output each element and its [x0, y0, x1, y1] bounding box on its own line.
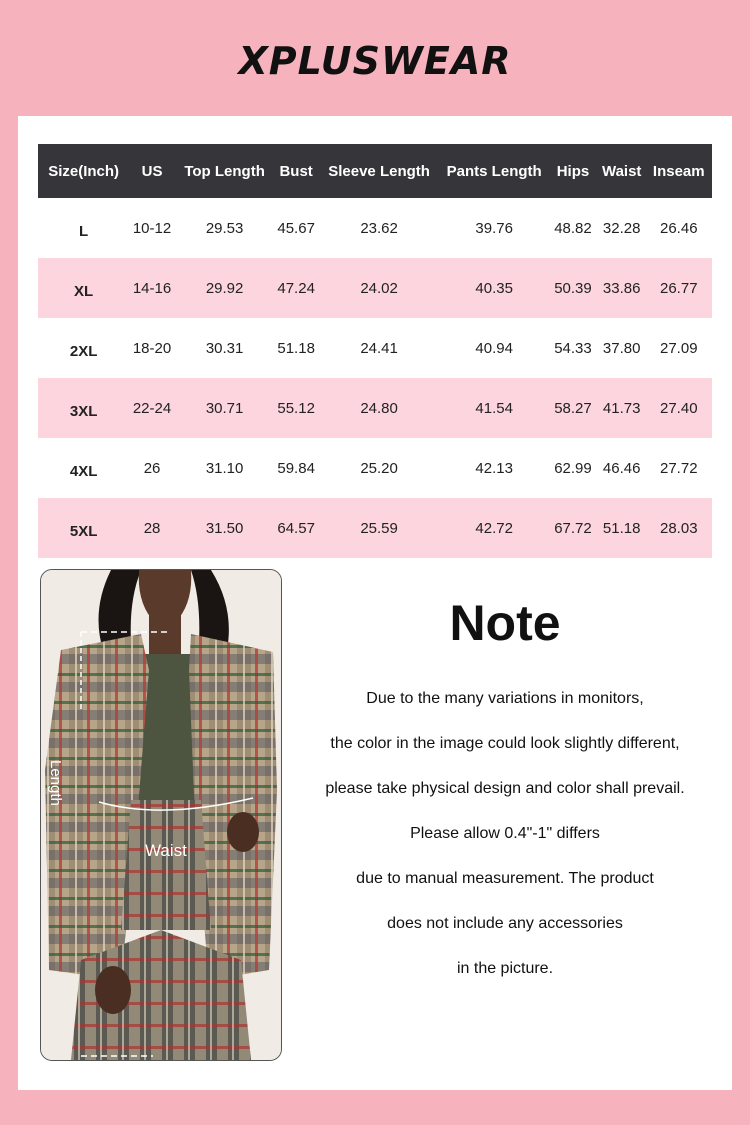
us-cell: 22-24	[129, 378, 175, 438]
table-header-row	[38, 144, 712, 198]
size-cell: 3XL	[38, 378, 129, 438]
sleeve-length-cell: 25.59	[318, 498, 440, 558]
hips-cell: 50.39	[548, 258, 598, 318]
us-cell: 10-12	[132, 219, 172, 237]
sleeve-length-cell: 25.20	[360, 459, 398, 477]
sleeve-length-cell: 23.62	[360, 219, 398, 237]
waist-label: Waist	[145, 841, 187, 860]
inseam-cell: 28.03	[646, 498, 712, 558]
us-cell: 26	[143, 459, 161, 477]
size-cell: 2XL	[69, 342, 98, 360]
bust-cell: 51.18	[277, 339, 315, 357]
table-row	[38, 258, 712, 318]
sleeve-length-cell: 24.02	[318, 258, 440, 318]
waist-cell: 41.73	[598, 378, 646, 438]
bust-cell: 47.24	[274, 258, 318, 318]
top-length-cell: 30.71	[175, 378, 275, 438]
note-line: Please allow 0.4"-1" differs	[410, 825, 600, 842]
hips-cell: 54.33	[554, 339, 592, 357]
us-cell: 14-16	[129, 258, 175, 318]
pants-length-cell: 41.54	[440, 378, 548, 438]
table-row	[38, 498, 712, 558]
waist-cell: 46.46	[602, 459, 641, 477]
header-sleeve-length: Sleeve Length	[318, 144, 440, 198]
hips-cell: 48.82	[554, 219, 592, 237]
hips-cell: 67.72	[548, 498, 598, 558]
bust-cell: 55.12	[274, 378, 318, 438]
size-table	[38, 144, 712, 558]
header-top-length: Top Length	[175, 144, 275, 198]
inseam-cell: 27.72	[660, 459, 698, 477]
header-pants-length: Pants Length	[440, 144, 548, 198]
note-title: Note	[449, 595, 561, 651]
top-length-cell: 30.31	[205, 339, 244, 357]
pants-length-cell: 40.94	[475, 339, 513, 357]
note-line: due to manual measurement. The product	[356, 870, 654, 887]
header-hips: Hips	[548, 144, 598, 198]
length-label: Length	[47, 760, 64, 806]
size-cell: L	[79, 222, 89, 240]
us-cell: 28	[129, 498, 175, 558]
size-cell: 4XL	[69, 462, 98, 480]
note-line: Due to the many variations in monitors,	[366, 690, 644, 707]
hips-cell: 58.27	[548, 378, 598, 438]
inseam-cell: 26.46	[660, 219, 698, 237]
waist-cell: 51.18	[598, 498, 646, 558]
brand-logo	[0, 36, 750, 86]
sleeve-length-cell: 24.41	[360, 339, 398, 357]
table-row	[38, 198, 712, 258]
note-line: the color in the image could look slightly different,	[330, 735, 680, 752]
pants-length-cell: 40.35	[440, 258, 548, 318]
table-row	[38, 378, 712, 438]
inseam-cell: 26.77	[646, 258, 712, 318]
bust-cell: 59.84	[277, 459, 315, 477]
note-line: does not include any accessories	[387, 915, 623, 932]
header-us: US	[129, 144, 175, 198]
size-cell: XL	[38, 258, 129, 318]
note-section	[288, 594, 722, 991]
top-length-cell: 31.10	[205, 459, 244, 477]
bust-cell: 45.67	[277, 219, 315, 237]
header-bust: Bust	[274, 144, 318, 198]
header-inseam: Inseam	[646, 144, 712, 198]
bust-cell: 64.57	[274, 498, 318, 558]
hips-cell: 62.99	[554, 459, 592, 477]
us-cell: 18-20	[132, 339, 172, 357]
model-illustration	[41, 570, 281, 1060]
table-row	[38, 438, 712, 498]
header-waist: Waist	[598, 144, 646, 198]
top-length-cell: 29.53	[205, 219, 244, 237]
top-length-cell: 31.50	[175, 498, 275, 558]
pants-length-cell: 42.13	[475, 459, 513, 477]
top-length-cell: 29.92	[175, 258, 275, 318]
waist-cell: 37.80	[602, 339, 641, 357]
size-cell: 5XL	[38, 498, 129, 558]
waist-cell: 32.28	[602, 219, 641, 237]
pants-length-cell: 39.76	[475, 219, 513, 237]
inseam-cell: 27.40	[646, 378, 712, 438]
inseam-cell: 27.09	[660, 339, 698, 357]
note-line: please take physical design and color shall prevail.	[325, 780, 685, 797]
note-line: in the picture.	[456, 960, 554, 977]
sleeve-length-cell: 24.80	[318, 378, 440, 438]
pants-length-cell: 42.72	[440, 498, 548, 558]
header-size: Size(Inch)	[38, 144, 129, 198]
size-chart-card	[18, 116, 732, 1090]
table-row	[38, 318, 712, 378]
brand-name: XPLUSWEAR	[238, 39, 512, 83]
model-photo	[40, 569, 282, 1061]
waist-cell: 33.86	[598, 258, 646, 318]
